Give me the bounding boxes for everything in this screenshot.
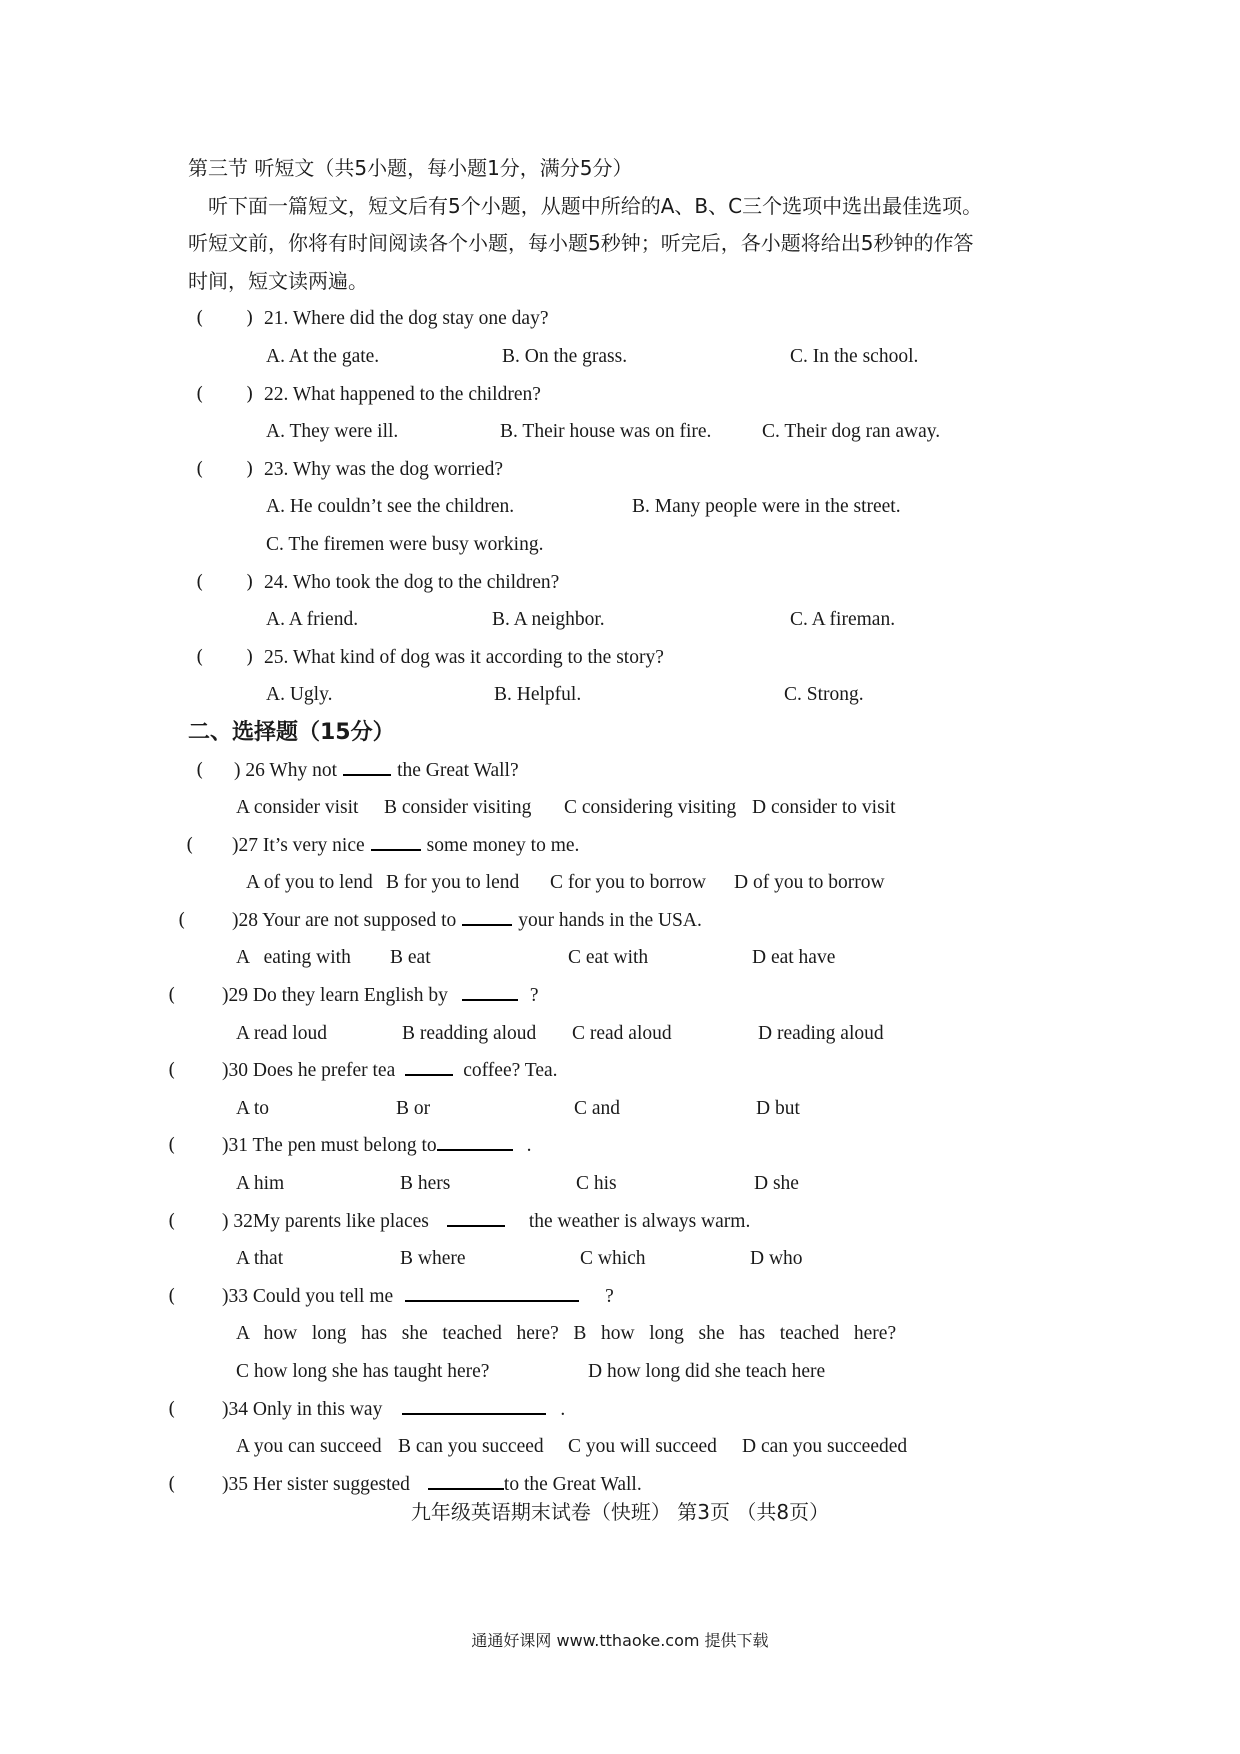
option-c: C. Their dog ran away. <box>762 421 941 443</box>
question-stem: ) 32My parents like places <box>222 1210 429 1232</box>
option-a: A. Ugly. <box>266 684 333 706</box>
question-33 <box>168 1278 1068 1316</box>
question-text <box>222 1278 614 1316</box>
answer-blank <box>405 1280 579 1302</box>
option-c: C and <box>574 1097 621 1119</box>
answer-blank <box>447 1205 505 1227</box>
option-c: C for you to borrow <box>550 872 706 894</box>
question-tail: your hands in the USA. <box>518 909 702 931</box>
answer-paren-close: ) <box>246 382 254 405</box>
answer-paren-open: ( <box>196 645 204 668</box>
option-a: A to <box>236 1097 270 1119</box>
question-23-options <box>188 488 1068 526</box>
question-28 <box>178 902 1068 940</box>
intro-line-1: 听下面一篇短文，短文后有5个小题，从题中所给的A、B、C三个选项中选出最佳选项。 <box>208 193 983 218</box>
option-a: A. A friend. <box>266 609 359 631</box>
answer-paren-close: ) <box>246 570 254 593</box>
option-b: B eat <box>390 947 431 969</box>
question-tail: the Great Wall? <box>397 759 519 781</box>
question-text <box>222 1127 532 1165</box>
question-tail: some money to me. <box>426 834 580 856</box>
question-tail: ? <box>529 985 539 1007</box>
option-b: B consider visiting <box>384 797 532 819</box>
answer-paren-open: ( <box>168 1209 176 1232</box>
question-text: 21. Where did the dog stay one day? <box>264 308 549 330</box>
question-34 <box>168 1391 1068 1429</box>
option-b: B can you succeed <box>398 1436 544 1458</box>
question-24 <box>188 564 1068 602</box>
answer-paren-open: ( <box>178 908 186 931</box>
question-29-options <box>188 1015 1068 1053</box>
answer-paren-open: ( <box>196 307 204 330</box>
option-a-b: A how long has she teached here? B how long she has teached here? <box>236 1323 897 1345</box>
question-23-options-2 <box>188 526 1068 564</box>
answer-blank <box>343 754 391 776</box>
question-text: 22. What happened to the children? <box>264 383 541 405</box>
question-22 <box>188 376 1068 414</box>
option-b: B. A neighbor. <box>492 609 605 631</box>
option-a: A that <box>236 1248 284 1270</box>
question-text: 23. Why was the dog worried? <box>264 458 503 480</box>
answer-paren-open: ( <box>168 1134 176 1157</box>
question-30 <box>168 1052 1068 1090</box>
question-tail: . <box>526 1135 532 1157</box>
question-21-options <box>188 338 1068 376</box>
question-text <box>222 977 539 1015</box>
question-33-options <box>188 1315 1068 1353</box>
page-footer: 九年级英语期末试卷（快班） 第3页 （共8页） <box>410 1500 830 1524</box>
option-d: D how long did she teach here <box>588 1361 826 1382</box>
question-25 <box>188 639 1068 677</box>
option-b: B or <box>396 1097 431 1119</box>
question-29 <box>168 977 1068 1015</box>
option-b: B readding aloud <box>402 1022 537 1044</box>
option-d: D consider to visit <box>752 797 896 819</box>
question-text <box>222 1052 558 1090</box>
question-33-options-2 <box>188 1353 1068 1391</box>
question-34-options <box>188 1428 1068 1466</box>
question-31-options <box>188 1165 1068 1203</box>
option-c: C. A fireman. <box>790 609 896 631</box>
option-a: A you can succeed <box>236 1436 382 1458</box>
option-c: C eat with <box>568 947 649 969</box>
option-d: D she <box>754 1173 799 1195</box>
question-22-options <box>188 413 1068 451</box>
question-text: 24. Who took the dog to the children? <box>264 571 560 593</box>
option-a: A of you to lend <box>246 872 373 894</box>
option-d: D reading aloud <box>758 1022 884 1044</box>
option-b: B. Their house was on fire. <box>500 421 712 443</box>
option-c: C. The firemen were busy working. <box>266 533 544 555</box>
option-d: D eat have <box>752 947 836 969</box>
question-25-options <box>188 676 1068 714</box>
question-stem: )27 It’s very nice <box>232 834 365 856</box>
question-text <box>222 1391 565 1429</box>
exam-page <box>168 150 1068 1503</box>
answer-blank <box>462 979 518 1001</box>
option-c: C. Strong. <box>784 684 864 706</box>
question-tail: to the Great Wall. <box>503 1473 642 1495</box>
answer-blank <box>402 1393 546 1415</box>
question-30-options <box>188 1090 1068 1128</box>
question-32 <box>168 1203 1068 1241</box>
answer-paren-open: ( <box>168 1059 176 1082</box>
question-tail: . <box>560 1398 566 1420</box>
answer-paren-open: ( <box>168 1397 176 1420</box>
answer-paren-open: ( <box>186 833 194 856</box>
option-b: B. Many people were in the street. <box>632 496 901 518</box>
section-2-title: 二、选择题（15分） <box>188 719 395 745</box>
answer-blank <box>428 1468 504 1490</box>
answer-blank <box>462 904 512 926</box>
option-b: B. Helpful. <box>494 684 582 706</box>
answer-blank <box>405 1054 453 1076</box>
option-b: B. On the grass. <box>502 345 628 367</box>
option-d: D of you to borrow <box>734 872 885 894</box>
answer-paren-open: ( <box>196 457 204 480</box>
question-stem: )34 Only in this way <box>222 1398 383 1420</box>
option-c: C you will succeed <box>568 1436 717 1458</box>
option-c: C read aloud <box>572 1022 672 1044</box>
option-c: C how long she has taught here? <box>236 1361 490 1382</box>
option-a: A eating with <box>236 947 351 969</box>
question-text: 25. What kind of dog was it according to the story? <box>264 646 664 668</box>
question-tail: coffee? Tea. <box>463 1060 558 1082</box>
question-stem: ) 26 Why not <box>234 759 338 781</box>
answer-blank <box>437 1129 513 1151</box>
question-27 <box>188 827 1068 865</box>
answer-blank <box>371 829 421 851</box>
option-a: A. At the gate. <box>266 345 380 367</box>
option-b: B where <box>400 1248 466 1270</box>
question-stem: )30 Does he prefer tea <box>222 1060 396 1082</box>
section-3-title: 第三节 听短文（共5小题，每小题1分，满分5分） <box>188 156 633 180</box>
answer-paren-close: ) <box>246 307 254 330</box>
option-b: B hers <box>400 1173 451 1195</box>
question-32-options <box>188 1240 1068 1278</box>
question-23 <box>188 451 1068 489</box>
question-stem: )28 Your are not supposed to <box>232 909 457 931</box>
answer-paren-open: ( <box>168 1284 176 1307</box>
question-stem: )35 Her sister suggested <box>222 1473 410 1495</box>
intro-line-2: 听短文前，你将有时间阅读各个小题，每小题5秒钟；听完后，各小题将给出5秒钟的作答 <box>188 231 974 256</box>
question-31 <box>168 1127 1068 1165</box>
intro-line-3: 时间，短文读两遍。 <box>188 268 368 293</box>
question-text <box>234 752 519 790</box>
question-21 <box>188 300 1068 338</box>
answer-paren-close: ) <box>246 645 254 668</box>
option-a: A consider visit <box>236 797 359 819</box>
answer-paren-open: ( <box>196 570 204 593</box>
question-28-options <box>188 939 1068 977</box>
option-b: B for you to lend <box>386 872 520 894</box>
answer-paren-open: ( <box>168 984 176 1007</box>
option-a: A read loud <box>236 1022 327 1044</box>
option-c: C which <box>580 1248 646 1270</box>
option-d: D who <box>750 1248 803 1270</box>
answer-paren-open: ( <box>196 382 204 405</box>
question-text <box>222 1203 750 1241</box>
question-text <box>232 902 702 940</box>
question-text <box>232 827 579 865</box>
answer-paren-open: ( <box>168 1472 176 1495</box>
question-stem: )33 Could you tell me <box>222 1285 394 1307</box>
question-26-options <box>188 789 1068 827</box>
answer-paren-close: ) <box>246 457 254 480</box>
option-a: A. He couldn’t see the children. <box>266 496 515 518</box>
question-26 <box>188 752 1068 790</box>
option-a: A. They were ill. <box>266 421 399 443</box>
question-tail: the weather is always warm. <box>528 1210 751 1232</box>
question-tail: ? <box>605 1285 614 1307</box>
option-a: A him <box>236 1173 285 1195</box>
option-c: C considering visiting <box>564 797 737 819</box>
question-stem: )29 Do they learn English by <box>222 985 448 1007</box>
answer-paren-open: ( <box>196 758 204 781</box>
question-stem: )31 The pen must belong to <box>222 1135 437 1157</box>
question-24-options <box>188 601 1068 639</box>
option-c: C his <box>576 1173 617 1195</box>
option-d: D but <box>756 1097 800 1119</box>
option-c: C. In the school. <box>790 345 919 367</box>
option-d: D can you succeeded <box>742 1436 908 1458</box>
question-27-options <box>188 864 1068 902</box>
source-credit: 通通好课网 www.tthaoke.com 提供下载 <box>471 1631 769 1650</box>
